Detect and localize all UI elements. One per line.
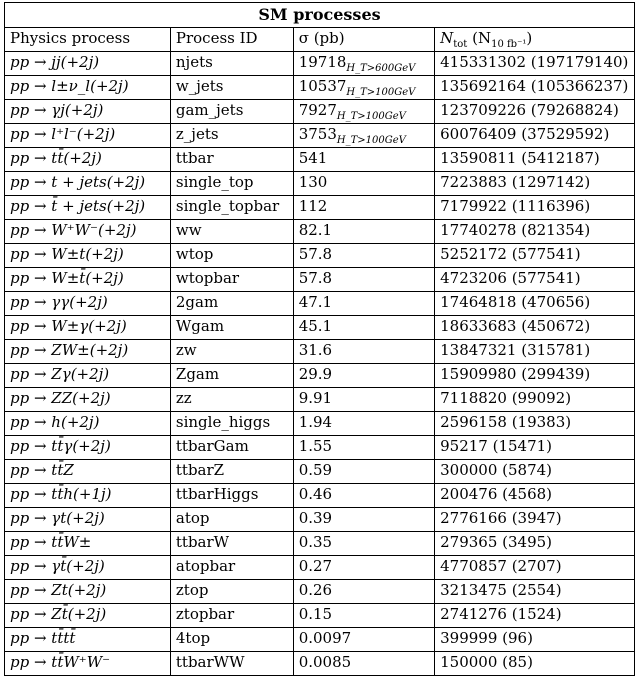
sigma-cell: [293, 220, 434, 244]
table-row: [5, 508, 635, 532]
sigma-value: 1.55: [298, 437, 333, 455]
sigma-cell: [293, 52, 434, 76]
ntot-cell: 95217 (15471): [435, 436, 635, 460]
ntot-cell: 135692164 (105366237): [435, 76, 635, 100]
header-ntot-close: ): [526, 29, 533, 47]
sigma-cell: [293, 172, 434, 196]
process-id-cell: wtopbar: [170, 268, 293, 292]
process-id-cell: zz: [170, 388, 293, 412]
process-id-cell: single_higgs: [170, 412, 293, 436]
ntot-cell: 17464818 (470656): [435, 292, 635, 316]
physics-process-cell: pp → tt̄(+2j): [5, 148, 171, 172]
ntot-cell: 279365 (3495): [435, 532, 635, 556]
sigma-cell: [293, 460, 434, 484]
ntot-cell: 3213475 (2554): [435, 580, 635, 604]
table-row: [5, 532, 635, 556]
sigma-cell: [293, 100, 434, 124]
process-id-cell: atopbar: [170, 556, 293, 580]
ntot-cell: 13590811 (5412187): [435, 148, 635, 172]
process-id-cell: gam_jets: [170, 100, 293, 124]
table-row: [5, 556, 635, 580]
ntot-cell: 123709226 (79268824): [435, 100, 635, 124]
process-id-cell: ttbarGam: [170, 436, 293, 460]
sigma-value: 7927: [298, 101, 337, 119]
header-ntot-sub: tot: [453, 39, 468, 50]
physics-process-cell: pp → γt̄(+2j): [5, 556, 171, 580]
sigma-cell: [293, 484, 434, 508]
ntot-cell: 150000 (85): [435, 652, 635, 676]
sigma-cell: [293, 268, 434, 292]
sigma-value: 1.94: [298, 413, 333, 431]
sigma-value: 47.1: [298, 293, 333, 311]
sigma-value: 31.6: [298, 341, 333, 359]
ntot-cell: 399999 (96): [435, 628, 635, 652]
physics-process-cell: pp → l⁺l⁻(+2j): [5, 124, 171, 148]
physics-process-cell: pp → W⁺W⁻(+2j): [5, 220, 171, 244]
sigma-value: 29.9: [298, 365, 333, 383]
sigma-cell: [293, 196, 434, 220]
physics-process-cell: pp → h(+2j): [5, 412, 171, 436]
sigma-value: 0.0097: [298, 629, 352, 647]
table-row: [5, 364, 635, 388]
sigma-cell: [293, 556, 434, 580]
process-id-cell: atop: [170, 508, 293, 532]
physics-process-cell: pp → W±t(+2j): [5, 244, 171, 268]
process-id-cell: ztop: [170, 580, 293, 604]
ntot-cell: 15909980 (299439): [435, 364, 635, 388]
header-ntot: [435, 28, 635, 52]
table-row: [5, 412, 635, 436]
header-ntot-paren: (N: [472, 29, 492, 47]
sigma-value: 10537: [298, 77, 347, 95]
sigma-cut: H_T>100GeV: [346, 87, 416, 98]
table-row: [5, 604, 635, 628]
ntot-cell: 4723206 (577541): [435, 268, 635, 292]
table-row: [5, 196, 635, 220]
ntot-cell: 2776166 (3947): [435, 508, 635, 532]
ntot-cell: 17740278 (821354): [435, 220, 635, 244]
process-id-cell: z_jets: [170, 124, 293, 148]
ntot-cell: 2596158 (19383): [435, 412, 635, 436]
sigma-cell: [293, 628, 434, 652]
physics-process-cell: pp → tt̄tt̄: [5, 628, 171, 652]
process-id-cell: single_topbar: [170, 196, 293, 220]
header-sigma: σ (pb): [293, 28, 434, 52]
ntot-cell: 13847321 (315781): [435, 340, 635, 364]
sigma-cell: [293, 436, 434, 460]
table-row: [5, 316, 635, 340]
physics-process-cell: pp → ZW±(+2j): [5, 340, 171, 364]
sigma-cell: [293, 532, 434, 556]
table-row: [5, 580, 635, 604]
table-row: [5, 76, 635, 100]
process-id-cell: zw: [170, 340, 293, 364]
sigma-cell: [293, 508, 434, 532]
sigma-cell: [293, 244, 434, 268]
sigma-cell: [293, 580, 434, 604]
ntot-cell: 18633683 (450672): [435, 316, 635, 340]
physics-process-cell: pp → γγ(+2j): [5, 292, 171, 316]
ntot-cell: 7223883 (1297142): [435, 172, 635, 196]
sigma-cell: [293, 604, 434, 628]
physics-process-cell: pp → γt(+2j): [5, 508, 171, 532]
physics-process-cell: pp → tt̄h(+1j): [5, 484, 171, 508]
physics-process-cell: pp → Zt(+2j): [5, 580, 171, 604]
table-row: [5, 268, 635, 292]
physics-process-cell: pp → tt̄γ(+2j): [5, 436, 171, 460]
sigma-value: 57.8: [298, 245, 333, 263]
physics-process-cell: pp → Zt̄(+2j): [5, 604, 171, 628]
table-row: [5, 484, 635, 508]
sigma-value: 57.8: [298, 269, 333, 287]
process-id-cell: ttbar: [170, 148, 293, 172]
sigma-cut: H_T>600GeV: [346, 63, 416, 74]
physics-process-cell: pp → tt̄W±: [5, 532, 171, 556]
ntot-cell: 60076409 (37529592): [435, 124, 635, 148]
table-row: [5, 244, 635, 268]
table-row: [5, 292, 635, 316]
process-id-cell: ttbarW: [170, 532, 293, 556]
table-row: [5, 628, 635, 652]
table-row: [5, 52, 635, 76]
physics-process-cell: pp → l±ν_l(+2j): [5, 76, 171, 100]
sigma-cell: [293, 148, 434, 172]
sigma-value: 0.46: [298, 485, 333, 503]
table-row: [5, 172, 635, 196]
table-row: [5, 388, 635, 412]
header-process-id: Process ID: [170, 28, 293, 52]
sigma-cut: H_T>100GeV: [336, 111, 406, 122]
physics-process-cell: pp → ZZ(+2j): [5, 388, 171, 412]
header-row: [5, 28, 635, 52]
table-row: [5, 100, 635, 124]
table-row: [5, 124, 635, 148]
ntot-cell: 200476 (4568): [435, 484, 635, 508]
process-id-cell: ztopbar: [170, 604, 293, 628]
sigma-value: 19718: [298, 53, 347, 71]
physics-process-cell: pp → Zγ(+2j): [5, 364, 171, 388]
process-id-cell: 2gam: [170, 292, 293, 316]
process-id-cell: njets: [170, 52, 293, 76]
sigma-cell: [293, 76, 434, 100]
process-id-cell: wtop: [170, 244, 293, 268]
table-row: [5, 652, 635, 676]
sigma-cut: H_T>100GeV: [336, 135, 406, 146]
ntot-cell: 415331302 (197179140): [435, 52, 635, 76]
sigma-value: 45.1: [298, 317, 333, 335]
sigma-value: 0.35: [298, 533, 333, 551]
physics-process-cell: pp → γj(+2j): [5, 100, 171, 124]
ntot-cell: 5252172 (577541): [435, 244, 635, 268]
table-row: [5, 340, 635, 364]
sigma-value: 82.1: [298, 221, 333, 239]
process-id-cell: ttbarZ: [170, 460, 293, 484]
sm-processes-table: [4, 2, 635, 676]
physics-process-cell: pp → W±γ(+2j): [5, 316, 171, 340]
ntot-cell: 7118820 (99092): [435, 388, 635, 412]
sigma-value: 0.26: [298, 581, 333, 599]
sigma-value: 0.59: [298, 461, 333, 479]
ntot-cell: 4770857 (2707): [435, 556, 635, 580]
sigma-value: 0.27: [298, 557, 333, 575]
process-id-cell: ttbarWW: [170, 652, 293, 676]
process-id-cell: ww: [170, 220, 293, 244]
header-physics-process: Physics process: [5, 28, 171, 52]
process-id-cell: single_top: [170, 172, 293, 196]
process-id-cell: Wgam: [170, 316, 293, 340]
process-id-cell: Zgam: [170, 364, 293, 388]
sigma-cell: [293, 412, 434, 436]
sigma-cell: [293, 388, 434, 412]
sigma-value: 541: [298, 149, 328, 167]
sigma-value: 0.0085: [298, 653, 352, 671]
sigma-cell: [293, 316, 434, 340]
table-row: [5, 436, 635, 460]
sigma-cell: [293, 364, 434, 388]
physics-process-cell: pp → tt̄Z: [5, 460, 171, 484]
sigma-cell: [293, 292, 434, 316]
table-row: [5, 460, 635, 484]
sigma-cell: [293, 652, 434, 676]
header-ntot-paren-sub: 10 fb⁻¹: [491, 39, 527, 50]
ntot-cell: 7179922 (1116396): [435, 196, 635, 220]
table-row: [5, 148, 635, 172]
sigma-cell: [293, 124, 434, 148]
sigma-value: 3753: [298, 125, 337, 143]
physics-process-cell: pp → W±t̄(+2j): [5, 268, 171, 292]
physics-process-cell: pp → jj(+2j): [5, 52, 171, 76]
table-title: SM processes: [5, 3, 635, 28]
ntot-cell: 300000 (5874): [435, 460, 635, 484]
physics-process-cell: pp → tt̄W⁺W⁻: [5, 652, 171, 676]
sigma-value: 0.39: [298, 509, 333, 527]
sigma-value: 112: [298, 197, 328, 215]
ntot-cell: 2741276 (1524): [435, 604, 635, 628]
sigma-value: 130: [298, 173, 328, 191]
sigma-cell: [293, 340, 434, 364]
sigma-value: 9.91: [298, 389, 333, 407]
process-id-cell: w_jets: [170, 76, 293, 100]
table-row: [5, 220, 635, 244]
process-id-cell: 4top: [170, 628, 293, 652]
process-id-cell: ttbarHiggs: [170, 484, 293, 508]
physics-process-cell: pp → t + jets(+2j): [5, 172, 171, 196]
sigma-value: 0.15: [298, 605, 333, 623]
header-ntot-symbol: N: [440, 29, 454, 47]
physics-process-cell: pp → t̄ + jets(+2j): [5, 196, 171, 220]
